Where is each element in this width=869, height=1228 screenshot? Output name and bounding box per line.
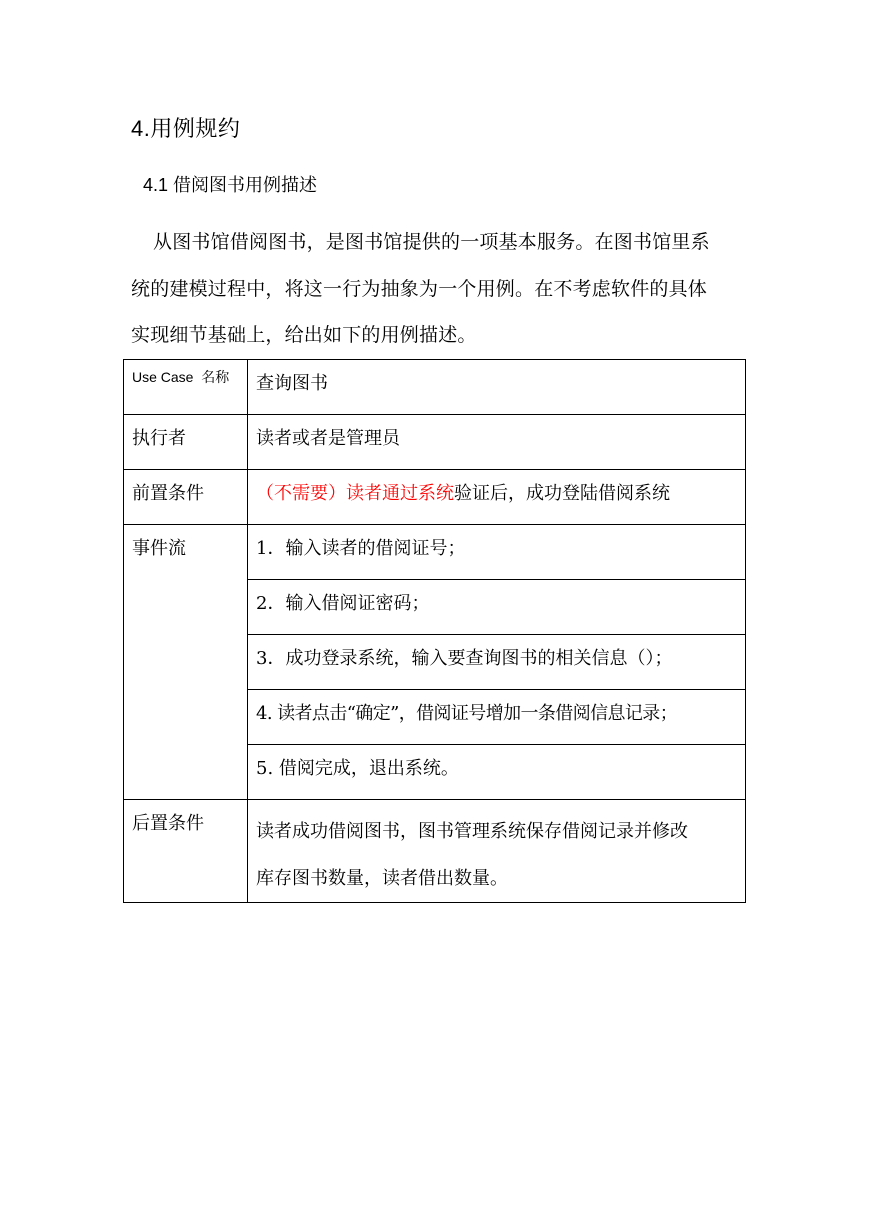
table-row [124,525,746,580]
flow-step-cell [248,690,746,745]
actor-value: 读者或者是管理员 [256,428,400,449]
table-row [124,800,746,903]
actor-label-cell [124,415,248,470]
flow-step: 5. 借阅完成，退出系统。 [256,758,459,779]
precondition-label-cell [124,470,248,525]
postcondition-label-cell [124,800,248,903]
postcondition-line: 读者成功借阅图书，图书管理系统保存借阅记录并修改 [256,821,688,842]
name-value: 查询图书 [256,373,328,394]
flow-label-cell [124,525,248,800]
intro-line: 从图书馆借阅图书，是图书馆提供的一项基本服务。在图书馆里系 [153,231,710,253]
flow-step-cell [248,745,746,800]
table-row [124,470,746,525]
use-case-table [123,359,746,903]
name-label-cell [124,360,248,415]
section-heading: 4.用例规约 [131,116,241,141]
actor-label: 执行者 [132,428,186,449]
flow-step: 1．输入读者的借阅证号； [256,538,466,559]
precondition-value-cell [248,470,746,525]
intro-line: 实现细节基础上，给出如下的用例描述。 [131,324,477,346]
postcondition-line: 库存图书数量，读者借出数量。 [256,868,508,889]
flow-step: 4. 读者点击“确定”，借阅证号增加一条借阅信息记录； [256,703,678,724]
flow-step-cell [248,635,746,690]
actor-value-cell [248,415,746,470]
subsection-heading: 4.1 借阅图书用例描述 [143,175,318,195]
postcondition-value-cell [248,800,746,903]
postcondition-label: 后置条件 [132,813,204,834]
name-label-cn: 名称 [201,370,230,386]
table-row [124,415,746,470]
intro-line: 统的建模过程中，将这一行为抽象为一个用例。在不考虑软件的具体 [131,277,708,300]
flow-label: 事件流 [132,538,186,559]
name-value-cell [248,360,746,415]
precondition-red-text: （不需要）读者通过系统 [256,483,454,504]
flow-step: 3．成功登录系统，输入要查询图书的相关信息（）； [256,648,673,669]
intro-paragraph [131,219,746,359]
precondition-text: 验证后，成功登陆借阅系统 [454,483,670,504]
precondition-label: 前置条件 [132,483,204,504]
flow-step-cell [248,525,746,580]
table-row [124,360,746,415]
flow-step: 2．输入借阅证密码； [256,593,430,614]
flow-step-cell [248,580,746,635]
name-label-en: Use Case [132,369,194,385]
